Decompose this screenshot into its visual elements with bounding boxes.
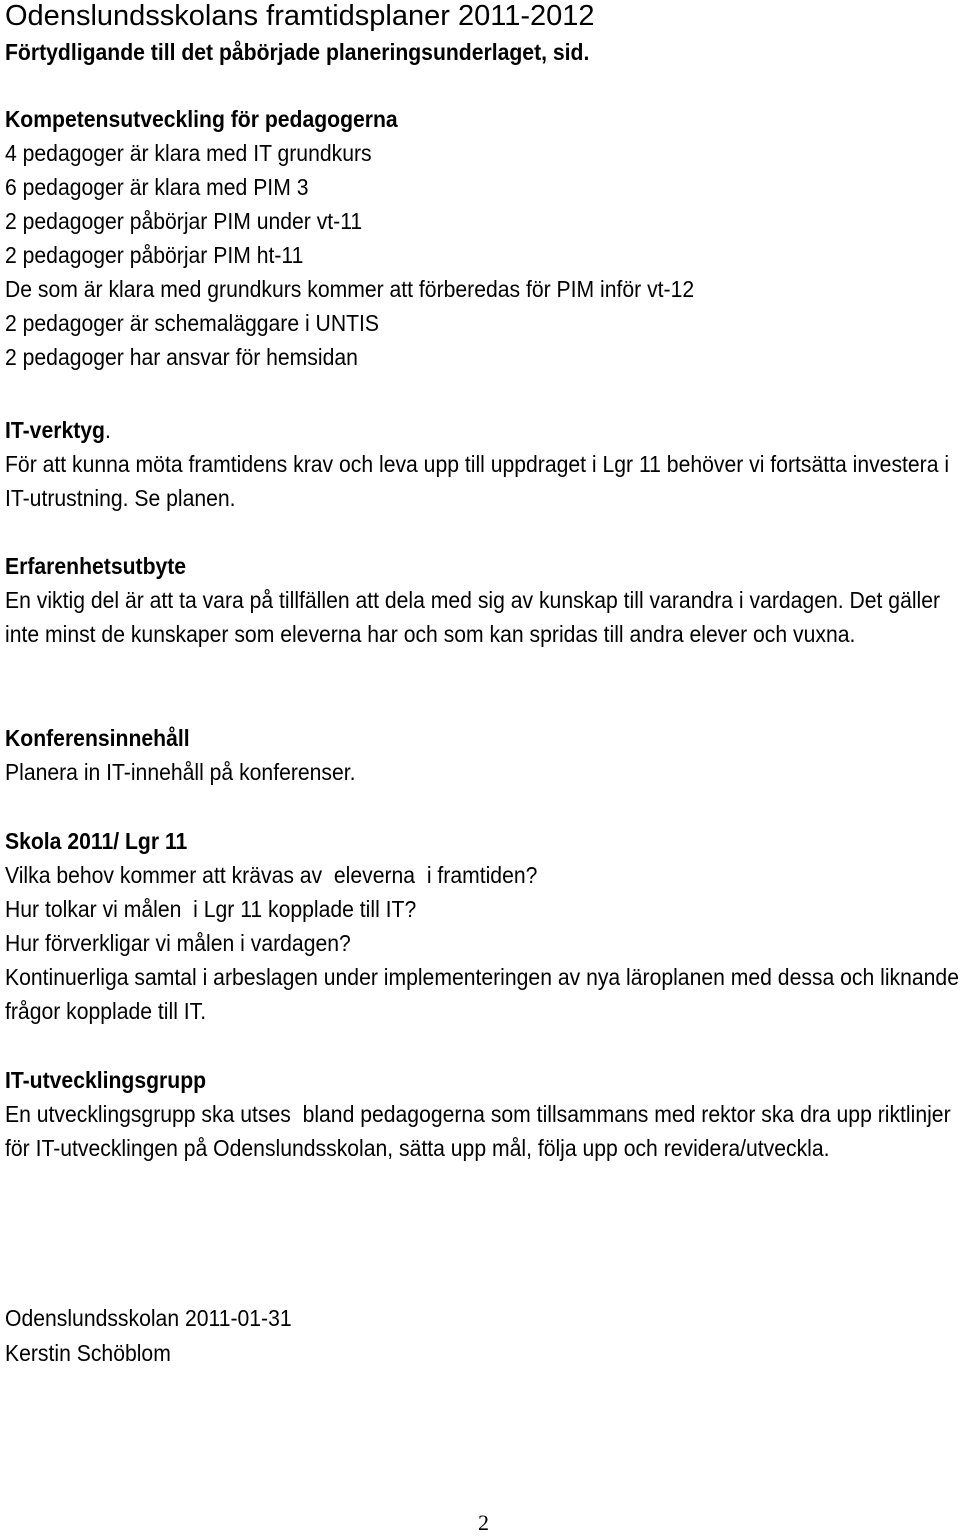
school-question: Hur förverkligar vi målen i vardagen? bbox=[5, 930, 351, 956]
section-heading-school: Skola 2011/ Lgr 11 bbox=[5, 828, 188, 854]
page-subtitle: Förtydligande till det påbörjade planeringsunderlaget, sid. bbox=[5, 39, 590, 65]
competence-line: De som är klara med grundkurs kommer att förberedas för PIM inför vt-12 bbox=[5, 276, 695, 302]
competence-line: 2 pedagoger påbörjar PIM under vt-11 bbox=[5, 208, 363, 234]
section-heading-competence: Kompetensutveckling för pedagogerna bbox=[5, 106, 398, 132]
signature-author: Kerstin Schöblom bbox=[5, 1340, 171, 1366]
competence-line: 2 pedagoger har ansvar för hemsidan bbox=[5, 344, 358, 370]
section-experience bbox=[5, 549, 960, 651]
section-it-tools bbox=[5, 413, 960, 515]
section-heading-experience: Erfarenhetsutbyte bbox=[5, 553, 187, 579]
competence-line: 2 pedagoger är schemaläggare i UNTIS bbox=[5, 310, 380, 336]
experience-paragraph: En viktig del är att ta vara på tillfällen att dela med sig av kunskap till varandra i vardagen. Det gäller inte minst de kunskaper som eleverna har och som kan spridas till andra elever och vuxna. bbox=[5, 587, 941, 647]
section-dev-group bbox=[5, 1063, 960, 1165]
section-school bbox=[5, 824, 960, 1028]
competence-line: 6 pedagoger är klara med PIM 3 bbox=[5, 174, 309, 200]
school-paragraph: Kontinuerliga samtal i arbeslagen under implementeringen av nya läroplanen med dessa och liknande frågor kopplade till IT. bbox=[5, 964, 959, 1024]
signature-place-date: Odenslundsskolan 2011-01-31 bbox=[5, 1305, 292, 1331]
section-heading-it-tools bbox=[5, 413, 960, 447]
it-tools-paragraph: För att kunna möta framtidens krav och leva upp till uppdraget i Lgr 11 behöver vi fortsätta investera i IT-utrustning. Se planen. bbox=[5, 451, 950, 511]
section-heading-conference: Konferensinnehåll bbox=[5, 725, 190, 751]
section-heading-dev-group: IT-utvecklingsgrupp bbox=[5, 1067, 207, 1093]
it-tools-heading-text: IT-verktyg bbox=[5, 417, 105, 443]
section-competence bbox=[5, 102, 960, 374]
school-question: Hur tolkar vi målen i Lgr 11 kopplade till IT? bbox=[5, 896, 417, 922]
page-title: Odenslundsskolans framtidsplaner 2011-2012 bbox=[5, 0, 595, 32]
section-conference bbox=[5, 721, 960, 789]
it-tools-heading-period: . bbox=[104, 417, 111, 443]
dev-group-paragraph: En utvecklingsgrupp ska utses bland pedagogerna som tillsammans med rektor ska dra upp riktlinjer för IT-utvecklingen på Odenslundsskolan, sätta upp mål, följa upp och revidera/utveckla. bbox=[5, 1101, 957, 1161]
school-question: Vilka behov kommer att krävas av eleverna i framtiden? bbox=[5, 862, 538, 888]
page-number: 2 bbox=[478, 1510, 489, 1535]
competence-line: 4 pedagoger är klara med IT grundkurs bbox=[5, 140, 372, 166]
conference-paragraph: Planera in IT-innehåll på konferenser. bbox=[5, 759, 356, 785]
competence-line: 2 pedagoger påbörjar PIM ht-11 bbox=[5, 242, 304, 268]
